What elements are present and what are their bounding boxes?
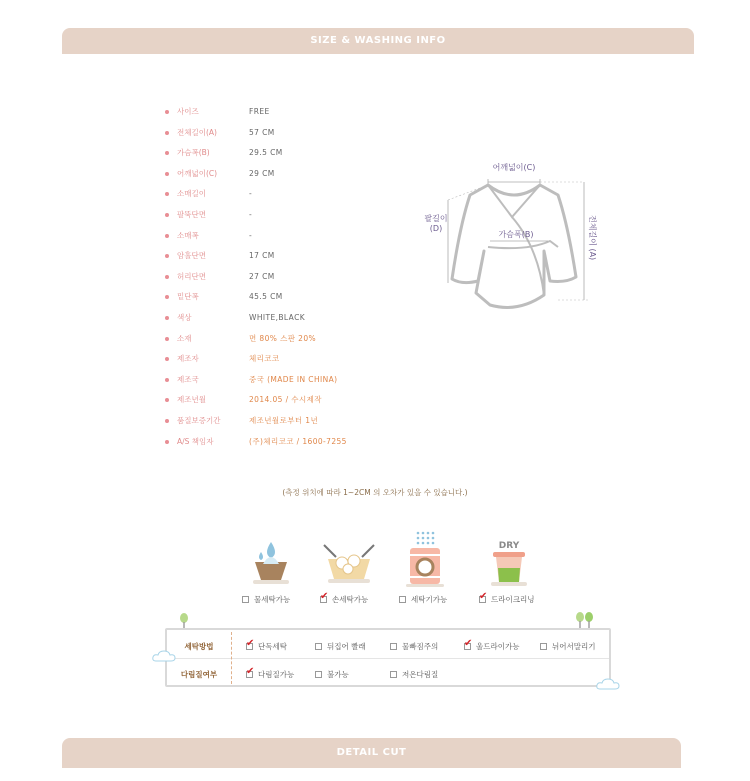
spec-value: 면 80% 스판 20% [249, 333, 317, 343]
wash-option-hand[interactable] [320, 594, 368, 606]
dry-clean-icon [489, 538, 529, 588]
cloud-icon [152, 650, 176, 663]
spec-row [165, 432, 425, 453]
spec-row [165, 164, 425, 185]
care-option-label: 뒤집어 빨래 [327, 642, 366, 651]
spec-label: 전체길이(A) [177, 127, 217, 137]
care-option-lay-flat[interactable] [540, 641, 595, 652]
care-option-iron-low[interactable] [390, 669, 438, 680]
bullet-icon [165, 131, 169, 135]
chest-label: 가슴폭(B) [498, 230, 534, 239]
spec-label: 색상 [177, 312, 192, 322]
spec-value: - [249, 209, 253, 219]
section-title-size-washing: SIZE & WASHING INFO [62, 28, 694, 54]
checkbox[interactable] [540, 643, 547, 650]
care-option-color-bleed[interactable] [390, 641, 438, 652]
wash-option-label: 드라이크리닝 [491, 595, 535, 604]
bullet-icon [165, 440, 169, 444]
tree-icon [179, 613, 189, 629]
spec-label: 가슴폭(B) [177, 148, 210, 158]
spec-label: 소매길이 [177, 189, 206, 199]
wash-option-water[interactable] [242, 594, 290, 606]
garment-measurement-diagram [418, 155, 608, 325]
wash-option-label: 세탁기가능 [411, 595, 448, 604]
shoulder-label: 어깨넓이(C) [492, 163, 536, 172]
care-option-label: 울드라이가능 [476, 642, 520, 651]
spec-row [165, 102, 425, 123]
spec-label: 제조자 [177, 354, 199, 364]
bullet-icon [165, 254, 169, 258]
spec-value: 체리코코 [249, 354, 280, 364]
checkbox[interactable] [315, 643, 322, 650]
care-option-wool-dry[interactable] [464, 641, 519, 652]
bullet-icon [165, 316, 169, 320]
spec-row [165, 123, 425, 144]
bullet-icon [165, 378, 169, 382]
spec-value: - [249, 230, 253, 240]
checkbox-checked[interactable] [246, 671, 253, 678]
care-option-label: 불가능 [327, 670, 349, 679]
spec-value: 57 CM [249, 127, 275, 137]
row-divider [167, 658, 609, 659]
bullet-icon [165, 213, 169, 217]
bullet-icon [165, 151, 169, 155]
bullet-icon [165, 192, 169, 196]
care-row-header-ironing: 다림질여부 [180, 670, 218, 679]
cloud-icon [596, 678, 620, 691]
section-title-detail-cut: DETAIL CUT [62, 738, 681, 768]
bullet-icon [165, 110, 169, 114]
care-option-label: 뉘어서말리기 [552, 642, 596, 651]
trees-icon [575, 612, 595, 629]
checkbox-checked[interactable] [479, 596, 486, 603]
bullet-icon [165, 337, 169, 341]
wash-option-machine[interactable] [399, 594, 447, 606]
bullet-icon [165, 234, 169, 238]
bullet-icon [165, 172, 169, 176]
spec-label: 제조년월 [177, 395, 206, 405]
spec-value: - [249, 189, 253, 199]
spec-label: 제조국 [177, 374, 199, 384]
arm-label: 팔길이 [424, 214, 448, 223]
spec-row [165, 411, 425, 432]
spec-value: 중국 (MADE IN CHINA) [249, 374, 338, 384]
wash-option-dry-clean[interactable] [479, 594, 534, 606]
care-option-label: 다림질가능 [258, 670, 295, 679]
spec-row [165, 184, 425, 205]
column-divider [231, 632, 232, 684]
dry-label: DRY [498, 541, 520, 551]
care-table [165, 628, 611, 687]
spec-row [165, 246, 425, 267]
spec-row [165, 349, 425, 370]
bullet-icon [165, 419, 169, 423]
measurement-note: (측정 위치에 따라 1~2CM 의 오차가 있을 수 있습니다.) [282, 488, 468, 497]
spec-row [165, 267, 425, 288]
spec-value: 27 CM [249, 271, 275, 281]
checkbox[interactable] [399, 596, 406, 603]
spec-value: WHITE,BLACK [249, 312, 306, 322]
care-option-iron-no[interactable] [315, 669, 349, 680]
spec-value: FREE [249, 107, 270, 116]
spec-row [165, 329, 425, 350]
arm-code-label: (D) [429, 224, 443, 233]
spec-label: A/S 책임자 [177, 436, 214, 446]
care-option-inside-out[interactable] [315, 641, 366, 652]
garment-tie [488, 241, 558, 248]
spec-value: (주)체리코코 / 1600-7255 [249, 436, 347, 446]
spec-label: 팔뚝단면 [177, 209, 206, 219]
spec-row [165, 308, 425, 329]
spec-value: 2014.05 / 수시제작 [249, 395, 322, 405]
bullet-icon [165, 275, 169, 279]
spec-row [165, 205, 425, 226]
wash-option-label: 물세탁가능 [254, 595, 291, 604]
spec-value: 17 CM [249, 251, 275, 261]
checkbox-checked[interactable] [320, 596, 327, 603]
spec-list [165, 102, 425, 452]
spec-label: 품질보증기간 [177, 415, 221, 425]
care-option-label: 물빠짐주의 [402, 642, 439, 651]
wash-option-label: 손세탁가능 [332, 595, 369, 604]
spec-row [165, 143, 425, 164]
spec-value: 29.5 CM [249, 148, 283, 158]
care-row-header-washing: 세탁방법 [184, 642, 214, 651]
bullet-icon [165, 295, 169, 299]
care-option-label: 저온다림질 [402, 670, 439, 679]
checkbox[interactable] [390, 671, 397, 678]
spec-label: 사이즈 [177, 107, 199, 116]
checkbox[interactable] [390, 643, 397, 650]
spec-value: 제조년월로부터 1년 [249, 415, 319, 425]
spec-row [165, 370, 425, 391]
water-wash-icon [251, 540, 291, 588]
hand-wash-icon [322, 543, 376, 587]
length-label: 전체길이 (A) [588, 215, 597, 261]
spec-label: 소재 [177, 333, 192, 343]
spec-value: 45.5 CM [249, 292, 283, 302]
spec-row [165, 390, 425, 411]
spec-value: 29 CM [249, 168, 275, 178]
spec-row [165, 226, 425, 247]
care-option-label: 단독세탁 [258, 642, 287, 651]
spec-label: 어깨넓이(C) [177, 168, 218, 178]
spec-label: 허리단면 [177, 271, 206, 281]
spec-row [165, 287, 425, 308]
bullet-icon [165, 398, 169, 402]
checkbox[interactable] [242, 596, 249, 603]
checkbox[interactable] [315, 671, 322, 678]
spec-label: 소매폭 [177, 230, 199, 240]
spec-label: 밑단폭 [177, 292, 199, 302]
care-option-wash-alone[interactable] [246, 641, 287, 652]
checkbox-checked[interactable] [464, 643, 471, 650]
bullet-icon [165, 357, 169, 361]
washing-machine-icon [404, 530, 446, 588]
care-option-iron-ok[interactable] [246, 669, 294, 680]
checkbox-checked[interactable] [246, 643, 253, 650]
spec-label: 암홀단면 [177, 251, 206, 261]
